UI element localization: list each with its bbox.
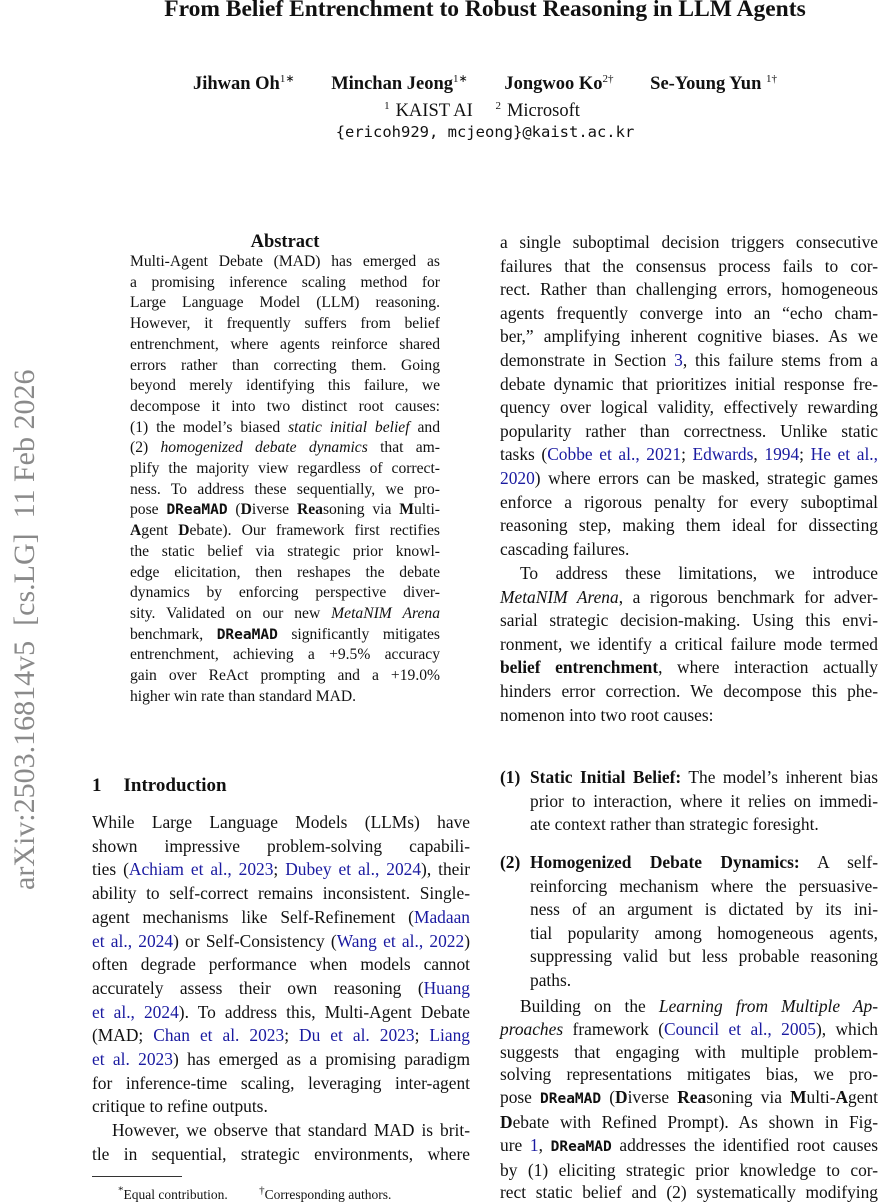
text-line bbox=[92, 1001, 470, 1025]
citation-link[interactable]: Edwards bbox=[692, 444, 754, 465]
citation-link[interactable]: Council et al., 2005 bbox=[664, 1018, 816, 1039]
citation-link[interactable]: et al. 2023 bbox=[92, 1049, 173, 1070]
text-line: rect static belief and (2) systematically modifying bbox=[500, 1182, 878, 1203]
text-span: benchmark, bbox=[130, 625, 217, 643]
citation-link[interactable]: Madaan bbox=[413, 906, 470, 927]
paragraph bbox=[500, 562, 878, 727]
abstract-heading: Abstract bbox=[250, 232, 320, 252]
text-span: homogenized debate dynamics bbox=[160, 439, 368, 457]
text-line: cascading failures. bbox=[500, 538, 630, 559]
affiliation bbox=[384, 101, 479, 121]
text-span: ulti- bbox=[414, 501, 440, 519]
citation-link[interactable]: 1 bbox=[529, 1134, 539, 1155]
citation-link[interactable]: 1994 bbox=[764, 444, 800, 465]
citation-link[interactable]: He et al., bbox=[810, 444, 878, 465]
text-line bbox=[92, 906, 470, 930]
text-line: ability to self-correct remains inconsistent. Single- bbox=[92, 883, 470, 904]
text-span: addresses the identified root causes bbox=[611, 1134, 878, 1155]
text-line: reinforcing mechanism where the persuasive- bbox=[530, 875, 878, 896]
text-line: Multi-Agent Debate (MAD) has emerged as bbox=[130, 253, 440, 270]
text-span: ; bbox=[414, 1025, 430, 1046]
text-span: (MAD; bbox=[92, 1025, 154, 1046]
section-heading-introduction bbox=[92, 773, 227, 799]
text-line: a promising inference scaling method for bbox=[130, 273, 440, 291]
text-line: nomenon into two root causes: bbox=[500, 704, 714, 725]
text-span: pose bbox=[500, 1087, 540, 1108]
text-line bbox=[500, 1018, 878, 1041]
text-span: A bbox=[130, 522, 142, 540]
citation-link[interactable]: 3 bbox=[674, 349, 683, 370]
text-span: demonstrate in Section bbox=[500, 349, 675, 370]
text-span: Rea bbox=[677, 1087, 707, 1108]
footnote-mark: * bbox=[118, 1184, 124, 1196]
text-line bbox=[530, 851, 878, 875]
text-line bbox=[500, 1086, 878, 1111]
text-line: However, it frequently suffers from belief bbox=[130, 315, 440, 333]
method-name: DReaMAD bbox=[550, 1138, 612, 1155]
text-span: proaches bbox=[500, 1018, 564, 1039]
text-line bbox=[92, 930, 470, 954]
text-span: M bbox=[790, 1087, 807, 1108]
author-email: {ericoh929, mcjeong}@kaist.ac.kr bbox=[335, 123, 635, 141]
text-line bbox=[500, 995, 878, 1018]
author bbox=[331, 74, 468, 94]
text-line: decompose it into two distinct root causes: bbox=[130, 397, 440, 415]
text-span: ). To address this, Multi-Agent Debate bbox=[178, 1001, 471, 1022]
arxiv-identifier[interactable]: arXiv:2503.16814v5 [cs.LG] 11 Feb 2026 bbox=[8, 369, 41, 890]
author-name: Jihwan Oh bbox=[192, 74, 280, 95]
citation-link[interactable]: Huang bbox=[423, 977, 470, 998]
text-span: tasks ( bbox=[500, 444, 548, 465]
text-line: often degrade performance when models cannot bbox=[92, 954, 470, 975]
text-span: ebate with Refined Prompt). As shown in Fig- bbox=[512, 1111, 878, 1132]
text-span: ( bbox=[227, 501, 241, 519]
text-span: ; bbox=[284, 1025, 300, 1046]
text-span: , bbox=[538, 1134, 551, 1155]
text-line: prior to interaction, where it relies on immedi- bbox=[530, 790, 878, 811]
text-line: shown impressive problem-solving capabili- bbox=[92, 835, 470, 856]
root-cause-item bbox=[500, 851, 878, 993]
item-body bbox=[530, 766, 878, 837]
author-sup: 1∗ bbox=[453, 73, 468, 85]
text-span: ties ( bbox=[92, 859, 129, 880]
text-line bbox=[130, 500, 440, 521]
text-span: agent mechanisms like Self-Refinement ( bbox=[92, 906, 414, 927]
text-line: ness. To address these sequentially, we pro- bbox=[130, 480, 440, 498]
text-span: Static Initial Belief: bbox=[530, 767, 682, 787]
citation-link[interactable]: 2020 bbox=[500, 467, 535, 488]
text-span: The model’s inherent bias bbox=[681, 767, 878, 787]
text-span: gent bbox=[141, 522, 179, 540]
text-span: gent bbox=[848, 1087, 878, 1108]
citation-link[interactable]: et al., 2024 bbox=[92, 930, 174, 951]
text-line: entrenchment, where agents reinforce shared bbox=[130, 335, 440, 353]
text-line bbox=[130, 438, 440, 459]
method-name: DReaMAD bbox=[216, 626, 278, 643]
text-line bbox=[500, 467, 878, 491]
text-line: agents frequently converge into an “echo cham- bbox=[500, 302, 878, 323]
abstract-body bbox=[130, 252, 440, 707]
text-line: edge elicitation, then reshapes the debate bbox=[130, 563, 440, 581]
text-line: entrenchment, achieving a +9.5% accuracy bbox=[130, 646, 440, 664]
text-span: ulti- bbox=[806, 1087, 836, 1108]
text-span: soning via bbox=[322, 501, 400, 519]
citation-link[interactable]: Wang et al., 2022 bbox=[336, 930, 465, 951]
text-line: enforce a rigorous penalty for every suboptimal bbox=[500, 491, 878, 512]
text-span: Homogenized Debate Dynamics: bbox=[530, 852, 800, 872]
footnote bbox=[259, 1184, 405, 1202]
author-sup: 2† bbox=[602, 73, 614, 85]
text-line: sarial strategic decision-making. Using this envi- bbox=[500, 610, 878, 631]
text-line: tial popularity among homogeneous agents, bbox=[530, 922, 878, 943]
text-span: ; bbox=[273, 859, 286, 880]
text-line: failures that the consensus process fails to cor- bbox=[500, 255, 878, 276]
text-line bbox=[500, 1134, 878, 1159]
text-line: solving representations mitigates bias, we pro- bbox=[500, 1064, 878, 1085]
text-line: ate context rather than strategic foresight. bbox=[530, 814, 819, 835]
affiliations bbox=[0, 94, 880, 123]
author-name: Se-Young Yun bbox=[650, 74, 762, 95]
text-span: ure bbox=[500, 1134, 530, 1155]
text-line: ber,” amplifying inherent cognitive biases. As we bbox=[500, 326, 878, 347]
author-list bbox=[0, 66, 880, 97]
text-span: ) has emerged as a promising paradigm bbox=[172, 1049, 470, 1070]
affiliation-name: KAIST AI bbox=[395, 101, 473, 122]
text-span: Rea bbox=[296, 501, 323, 519]
citation-link[interactable]: Achiam et al., 2023 bbox=[128, 859, 274, 880]
author-sup: 1† bbox=[766, 73, 778, 85]
text-line bbox=[92, 858, 470, 882]
text-span: , where interaction actually bbox=[658, 657, 878, 678]
text-line: plify the majority view regardless of correct- bbox=[130, 460, 440, 478]
text-span: , this failure stems from a bbox=[682, 349, 878, 370]
text-span: ), their bbox=[421, 859, 471, 880]
text-span: ) or Self-Consistency ( bbox=[173, 930, 337, 951]
footnote bbox=[118, 1184, 242, 1202]
text-line: debate dynamic that prioritizes initial response fre- bbox=[500, 373, 878, 394]
text-span: static initial belief bbox=[288, 418, 410, 436]
text-span: , bbox=[753, 444, 765, 465]
text-span: framework ( bbox=[563, 1018, 665, 1039]
text-line: However, we observe that standard MAD is brit- bbox=[112, 1120, 470, 1141]
text-line bbox=[130, 625, 440, 646]
paper-title: From Belief Entrenchment to Robust Reasoning in LLM Agents bbox=[164, 0, 806, 22]
item-body bbox=[530, 851, 878, 993]
text-span: , a rigorous benchmark for adver- bbox=[618, 586, 878, 607]
text-line bbox=[92, 977, 470, 1001]
paragraph bbox=[500, 231, 878, 561]
affiliation-name: Microsoft bbox=[506, 101, 580, 122]
citation-link[interactable]: Du et al. 2023 bbox=[299, 1025, 415, 1046]
text-line: popularity rather than correctness. Unlike static bbox=[500, 420, 878, 441]
text-span: ; bbox=[681, 444, 693, 465]
method-name: DReaMAD bbox=[166, 502, 228, 519]
text-span: (2) bbox=[130, 439, 161, 457]
text-line bbox=[500, 1111, 878, 1134]
author bbox=[504, 74, 613, 94]
author bbox=[650, 74, 777, 94]
text-line: higher win rate than standard MAD. bbox=[130, 687, 357, 705]
paragraph bbox=[500, 995, 878, 1204]
text-span: accurately assess their own reasoning ( bbox=[92, 977, 424, 998]
text-line: beyond merely identifying this failure, we bbox=[130, 377, 440, 395]
text-line bbox=[92, 1048, 470, 1072]
section-number: 1 bbox=[92, 775, 102, 796]
text-span: and bbox=[409, 418, 440, 436]
text-span: sity. Validated on our new bbox=[130, 604, 332, 622]
text-span: D bbox=[178, 522, 190, 540]
text-line: hinders error correction. We decompose this phe- bbox=[500, 680, 878, 701]
text-line: paths. bbox=[530, 969, 572, 990]
text-span: iverse bbox=[627, 1087, 678, 1108]
citation-link[interactable]: Chan et al. 2023 bbox=[153, 1025, 285, 1046]
text-line bbox=[500, 443, 878, 467]
affiliation-sup: 2 bbox=[495, 100, 501, 112]
text-line: for inference-time scaling, leveraging inter-agent bbox=[92, 1072, 470, 1093]
footnote-text: Corresponding authors. bbox=[264, 1186, 392, 1202]
text-span: D bbox=[615, 1087, 628, 1108]
text-line: by (1) eliciting strategic prior knowledge to cor- bbox=[500, 1159, 878, 1180]
text-line: errors rather than correcting them. Going bbox=[130, 356, 440, 374]
text-line: critique to refine outputs. bbox=[92, 1096, 268, 1117]
text-line bbox=[530, 766, 878, 790]
text-span: MetaNIM Arena bbox=[500, 586, 619, 607]
text-span: significantly mitigates bbox=[277, 625, 440, 643]
section-title: Introduction bbox=[123, 775, 227, 796]
text-span: ebate). Our framework first rectifies bbox=[189, 522, 440, 540]
text-span: iverse bbox=[251, 501, 297, 519]
text-span: ; bbox=[799, 444, 811, 465]
affiliation-sup: 1 bbox=[384, 100, 390, 112]
author-name: Jongwoo Ko bbox=[504, 74, 603, 95]
text-line: quency over logical validity, effectively rewarding bbox=[500, 397, 878, 418]
text-line bbox=[130, 418, 440, 439]
text-line: gain over ReAct prompting and a +19.0% bbox=[130, 667, 440, 685]
footnotes bbox=[118, 1181, 419, 1204]
author bbox=[193, 74, 295, 94]
text-line bbox=[500, 656, 878, 680]
text-line: ness of an argument is dictated by its ini- bbox=[530, 899, 878, 920]
introduction-body bbox=[92, 811, 470, 1167]
citation-link[interactable]: Liang bbox=[429, 1025, 470, 1046]
text-line bbox=[500, 349, 878, 373]
text-line: suppressing valid but less probable reasoning bbox=[530, 946, 878, 967]
text-line: dynamics by enforcing perspective diver- bbox=[130, 584, 440, 602]
text-span: D bbox=[500, 1111, 513, 1132]
citation-link[interactable]: Dubey et al., 2024 bbox=[285, 859, 422, 880]
text-span: that am- bbox=[367, 439, 440, 457]
text-span: belief entrenchment bbox=[500, 657, 659, 678]
affiliation bbox=[495, 101, 585, 121]
author-name: Minchan Jeong bbox=[331, 74, 454, 95]
text-span: Learning from Multiple Ap- bbox=[658, 996, 878, 1016]
text-span: Building on the bbox=[520, 996, 659, 1016]
method-name: DReaMAD bbox=[540, 1091, 602, 1108]
text-span: A self- bbox=[799, 852, 878, 872]
footnote-mark: † bbox=[259, 1184, 265, 1196]
text-line: tle in sequential, strategic environments, where bbox=[92, 1143, 470, 1164]
text-line: a single suboptimal decision triggers consecutive bbox=[500, 232, 878, 252]
text-line: reasoning step, making them ideal for dissecting bbox=[500, 515, 878, 536]
text-span: pose bbox=[130, 501, 167, 519]
text-line: To address these limitations, we introduce bbox=[520, 563, 878, 583]
text-line bbox=[130, 521, 440, 542]
text-line bbox=[500, 586, 878, 610]
text-line bbox=[92, 1024, 470, 1048]
text-span: M bbox=[399, 501, 414, 519]
text-line bbox=[130, 604, 440, 625]
item-label: (2) bbox=[500, 852, 521, 872]
text-span: (1) the model’s biased bbox=[130, 418, 289, 436]
text-line: ronment, we identify a critical failure mode termed bbox=[500, 633, 878, 654]
text-span: D bbox=[240, 501, 252, 519]
text-span: ), which bbox=[815, 1018, 878, 1039]
citation-link[interactable]: et al., 2024 bbox=[92, 1001, 179, 1022]
text-line: rect. Rather than challenging errors, homogeneous bbox=[500, 279, 878, 300]
footnote-divider bbox=[92, 1176, 182, 1177]
footnote-text: Equal contribution. bbox=[123, 1186, 228, 1202]
text-span: MetaNIM Arena bbox=[331, 604, 440, 622]
text-line: While Large Language Models (LLMs) have bbox=[92, 812, 470, 832]
author-sup: 1∗ bbox=[279, 73, 295, 85]
text-span: A bbox=[835, 1087, 849, 1108]
text-line: Large Language Model (LLM) reasoning. bbox=[130, 294, 440, 312]
text-span: ) bbox=[464, 930, 470, 951]
text-span: ) where errors can be masked, strategic games bbox=[534, 467, 878, 488]
root-cause-item bbox=[500, 766, 878, 837]
text-line: suggests that engaging with multiple problem- bbox=[500, 1041, 878, 1062]
text-span: ( bbox=[601, 1087, 616, 1108]
text-span: soning via bbox=[706, 1087, 791, 1108]
item-label: (1) bbox=[500, 767, 521, 787]
citation-link[interactable]: Cobbe et al., 2021 bbox=[547, 444, 682, 465]
text-line: the static belief via strategic prior knowl- bbox=[130, 542, 440, 560]
